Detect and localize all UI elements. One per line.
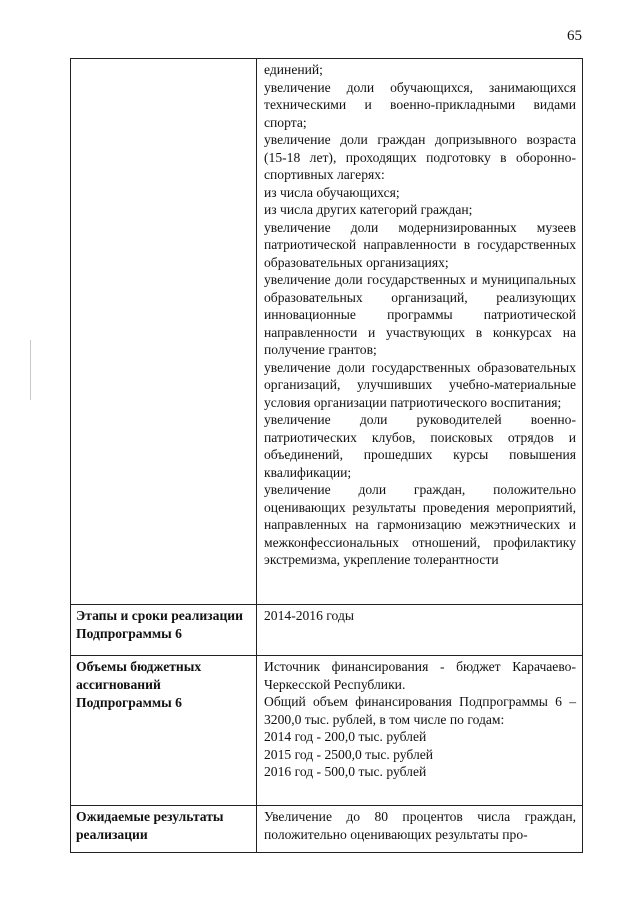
indicator-item: увеличение доли государственных и муниципальных образовательных организаций, реализующих инновационные программы патриотической направленности и участвующих в конкурсах на получение грантов; (264, 272, 576, 357)
row-content (257, 806, 582, 843)
indicator-item: единений; (264, 62, 323, 77)
table-row (71, 656, 583, 806)
row-label-cell (71, 806, 257, 853)
funding-year: 2015 год - 2500,0 тыс. рублей (264, 746, 434, 762)
row-label-cell (71, 59, 257, 605)
indicator-item: из числа обучающихся; (264, 184, 400, 200)
row-label-cell (71, 605, 257, 656)
row-content (257, 59, 582, 569)
row-label (71, 59, 256, 61)
indicator-item: увеличение доли модернизированных музеев патриотической направленности в государственных образовательных организациях; (264, 219, 576, 270)
row-label: Этапы и сроки реализации Подпрограммы 6 (76, 608, 243, 641)
table-row (71, 806, 583, 853)
funding-year: 2014 год - 200,0 тыс. рублей (264, 729, 427, 744)
row-label: Ожидаемые результаты реализации (76, 809, 224, 842)
stages-value: 2014-2016 годы (264, 608, 354, 623)
row-content-cell (257, 656, 583, 806)
table-row (71, 59, 583, 605)
table-row (71, 605, 583, 656)
funding-year: 2016 год - 500,0 тыс. рублей (264, 764, 427, 779)
indicator-item: из числа других категорий граждан; (264, 202, 473, 217)
row-content (257, 605, 582, 625)
indicator-item: увеличение доли обучающихся, занимающихся техническими и военно-прикладными видами спорта; (264, 79, 576, 130)
indicator-item: увеличение доли граждан допризывного возраста (15-18 лет), проходящих подготовку в оборонно-спортивных лагерях: (264, 132, 576, 182)
row-content-cell (257, 806, 583, 853)
indicator-item: увеличение доли граждан, положительно оценивающих результаты проведения мероприятий, направленных на гармонизацию межэтнических и межконфессиональных отношений, профилактику экстремизма, укрепление толерантности (264, 482, 576, 567)
page-number: 65 (567, 28, 582, 44)
row-content (257, 656, 582, 781)
row-content-cell (257, 605, 583, 656)
row-content-cell (257, 59, 583, 605)
scan-margin-line (30, 340, 31, 400)
passport-table (70, 58, 583, 853)
funding-source: Источник финансирования - бюджет Карачаево-Черкесской Республики. (264, 659, 576, 692)
indicator-item: увеличение доли государственных образовательных организаций, улучшивших учебно-материальные условия организации патриотического воспитания; (264, 359, 576, 410)
expected-result: Увеличение до 80 процентов числа граждан, положительно оценивающих результаты про- (264, 809, 576, 842)
funding-total: Общий объем финансирования Подпрограммы 6 – 3200,0 тыс. рублей, в том числе по годам: (264, 694, 576, 727)
indicator-item: увеличение доли руководителей военно-патриотических клубов, поисковых отрядов и объединений, прошедших курсы повышения квалификации; (264, 412, 576, 480)
row-label: Объемы бюджетных ассигнований Подпрограммы 6 (76, 659, 202, 710)
row-label-cell (71, 656, 257, 806)
